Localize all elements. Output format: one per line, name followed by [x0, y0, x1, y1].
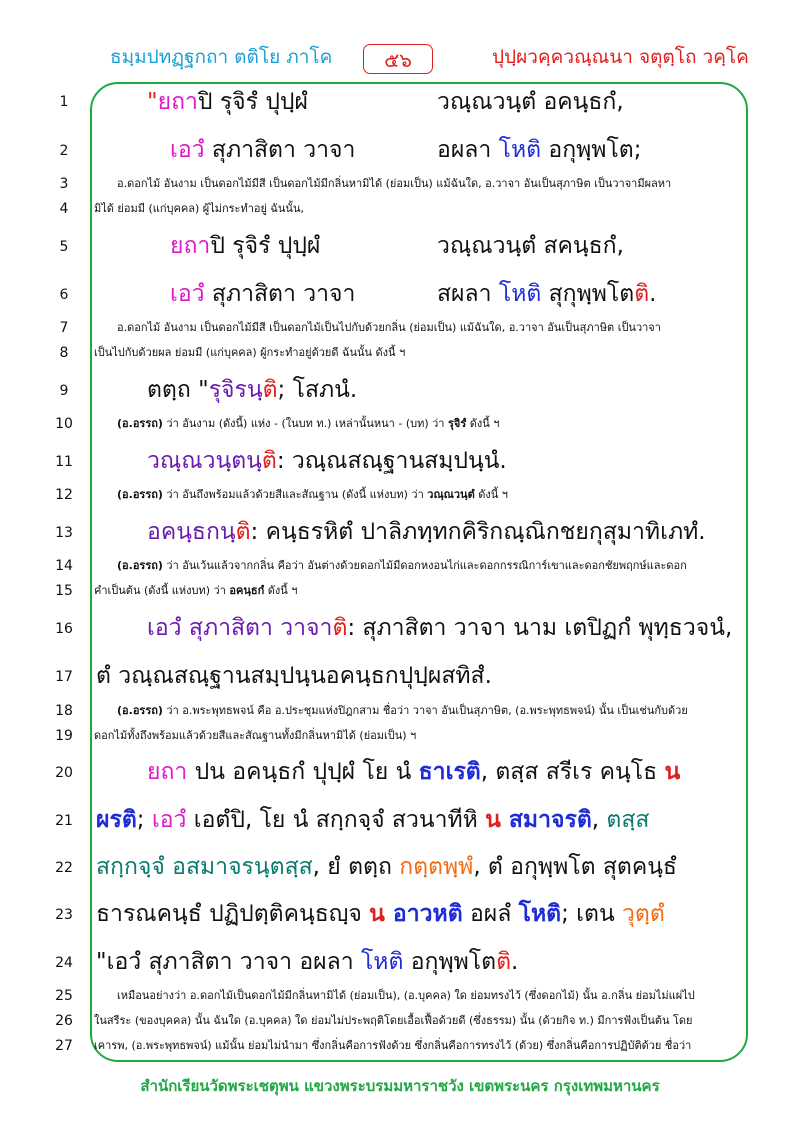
page-number: ๕๖ [363, 44, 433, 74]
translation-line-4: มิได้ ย่อมมี (แก่บุคคล) ผู้ไม่กระทำอยู่ ฉันนั้น, [94, 202, 304, 215]
line-number: 14 [55, 558, 73, 574]
line-number: 8 [59, 345, 69, 361]
line-number: 20 [55, 765, 73, 781]
line-number: 21 [55, 813, 73, 829]
line-number: 26 [55, 1013, 73, 1029]
translation-line-25: เหมือนอย่างว่า อ.ดอกไม้เป็นดอกไม้มีกลิ่นหามิได้ (ย่อมเป็น), (อ.บุคคล) ใด ย่อมทรงไว้ (ซึ่งดอกไม้) นั้น อ.กลิ่น ย่อมไม่แผ่ไป [117, 989, 695, 1002]
translation-line-12: (อ.อรรถ) ว่า อันถึงพร้อมแล้วด้วยสีและสัณฐาน (ดังนี้ แห่งบท) ว่า วณฺณวนฺตํ ดังนี้ ฯ [117, 488, 508, 501]
commentary-line-20: ยถา ปน อคนฺธกํ ปุปฺผํ โย นํ ธาเรติ, ตสฺส สรีเร คนฺโธ น [147, 759, 681, 785]
commentary-line-11: วณฺณวนฺตนฺติ: วณฺณสณฺฐานสมฺปนฺนํ. [147, 448, 507, 474]
line-number: 27 [55, 1038, 73, 1054]
translation-line-19: ดอกไม้ทั้งถึงพร้อมแล้วด้วยสีและสัณฐานทั้งมีกลิ่นหามิได้ (ย่อมเป็น) ฯ [94, 729, 417, 742]
line-number: 7 [59, 320, 69, 336]
commentary-line-16: เอวํ สุภาสิตา วาจาติ: สุภาสิตา วาจา นาม เตปิฏกํ พุทฺธวจนํ, [147, 615, 733, 641]
verse-line-5: ยถาปิ รุจิรํ ปุปฺผํ [170, 233, 321, 259]
line-number: 13 [55, 525, 73, 541]
verse-line-1b: วณฺณวนฺตํ อคนฺธกํ, [437, 89, 624, 115]
header-right-title: ปุปฺผวคฺควณฺณนา จตุตฺโถ วคฺโค [492, 46, 749, 68]
commentary-line-13: อคนฺธกนฺติ: คนฺธรหิตํ ปาลิภทฺทกคิริกณฺณิกชยกุสุมาทิเภทํ. [147, 519, 706, 545]
line-number: 2 [59, 143, 69, 159]
line-number: 18 [55, 703, 73, 719]
line-number: 6 [59, 287, 69, 303]
line-number: 16 [55, 621, 73, 637]
line-number: 22 [55, 860, 73, 876]
commentary-line-24: "เอวํ สุภาสิตา วาจา อผลา โหติ อกุพฺพโตติ. [96, 949, 519, 975]
translation-line-14: (อ.อรรถ) ว่า อันเว้นแล้วจากกลิ่น คือว่า อันต่างด้วยดอกไม้มีดอกหงอนไก่และดอกกรรณิการ์เขาและดอกชัยพฤกษ์และดอก [117, 559, 687, 572]
line-number: 4 [59, 201, 69, 217]
translation-line-18: (อ.อรรถ) ว่า อ.พระพุทธพจน์ คือ อ.ประชุมแห่งปิฎกสาม ชื่อว่า วาจา อันเป็นสุภาษิต, (อ.พระพุทธพจน์) นั้น เป็นเช่นกับด้วย [117, 704, 688, 717]
commentary-line-21: ผรติ; เอวํ เอตํปิ, โย นํ สกฺกจฺจํ สวนาทีหิ น สมาจรติ, ตสฺส [96, 807, 650, 833]
verse-line-6b: สผลา โหติ สุกุพฺพโตติ. [437, 281, 657, 307]
line-number: 24 [55, 955, 73, 971]
line-number: 12 [55, 487, 73, 503]
verse-line-1: "ยถาปิ รุจิรํ ปุปฺผํ [147, 89, 309, 115]
translation-line-26: ในสรีระ (ของบุคคล) นั้น ฉันใด (อ.บุคคล) ใด ย่อมไม่ประพฤติโดยเอื้อเฟื้อด้วยดี (ซึ่งธรรม) นั้น (ด้วยกิจ ท.) มีการฟังเป็นต้น โดย [94, 1014, 693, 1027]
translation-line-15: คำเป็นต้น (ดังนี้ แห่งบท) ว่า อคนฺธกํ ดังนี้ ฯ [94, 584, 298, 597]
verse-line-2: เอวํ สุภาสิตา วาจา [170, 137, 356, 163]
verse-line-6: เอวํ สุภาสิตา วาจา [170, 281, 356, 307]
line-number: 25 [55, 988, 73, 1004]
line-number: 23 [55, 907, 73, 923]
commentary-line-23: ธารณคนฺธํ ปฏิปตฺติคนฺธญฺจ น อาวหติ อผลํ โหติ; เตน วุตฺตํ [96, 901, 665, 927]
commentary-line-9: ตตฺถ "รุจิรนฺติ; โสภนํ. [147, 377, 358, 403]
translation-line-10: (อ.อรรถ) ว่า อันงาม (ดังนี้) แห่ง - (ในบท ท.) เหล่านั้นหนา - (บท) ว่า รุจิรํ ดังนี้ ฯ [117, 417, 500, 430]
line-number: 15 [55, 583, 73, 599]
header-left-title: ธมฺมปทฏฺฐกถา ตติโย ภาโค [110, 46, 333, 68]
translation-line-3: อ.ดอกไม้ อันงาม เป็นดอกไม้มีสี เป็นดอกไม้มีกลิ่นหามิได้ (ย่อมเป็น) แม้ฉันใด, อ.วาจา อันเป็นสุภาษิต เป็นวาจามีผลหา [117, 177, 672, 190]
commentary-line-22: สกฺกจฺจํ อสมาจรนฺตสฺส, ยํ ตตฺถ กตฺตพฺพํ, ตํ อกุพฺพโต สุตคนฺธํ [96, 854, 677, 880]
verse-line-2b: อผลา โหติ อกุพฺพโต; [437, 137, 642, 163]
line-number: 5 [59, 239, 69, 255]
line-number: 3 [59, 176, 69, 192]
line-number: 10 [55, 416, 73, 432]
verse-line-5b: วณฺณวนฺตํ สคนฺธกํ, [437, 233, 624, 259]
line-number: 17 [55, 669, 73, 685]
translation-line-27: เคารพ, (อ.พระพุทธพจน์) แม้นั้น ย่อมไม่นำมา ซึ่งกลิ่นคือการฟังด้วย ซึ่งกลิ่นคือการทรงไว้ (ด้วย) ซึ่งกลิ่นคือการปฏิบัติด้วย ชื่อว่า [94, 1039, 692, 1052]
line-number: 19 [55, 728, 73, 744]
translation-line-7: อ.ดอกไม้ อันงาม เป็นดอกไม้มีสี เป็นดอกไม้เป็นไปกับด้วยกลิ่น (ย่อมเป็น) แม้ฉันใด, อ.วาจา อันเป็นสุภาษิต เป็นวาจา [117, 321, 661, 334]
line-number: 11 [55, 454, 73, 470]
commentary-line-17: ตํ วณฺณสณฺฐานสมฺปนฺนอคนฺธกปุปฺผสทิสํ. [96, 663, 492, 689]
translation-line-8: เป็นไปกับด้วยผล ย่อมมี (แก่บุคคล) ผู้กระทำอยู่ด้วยดี ฉันนั้น ดังนี้ ฯ [94, 346, 406, 359]
footer: สำนักเรียนวัดพระเชตุพน แขวงพระบรมมหาราชวัง เขตพระนคร กรุงเทพมหานคร [140, 1077, 660, 1095]
line-number: 9 [59, 383, 69, 399]
line-number: 1 [59, 94, 69, 110]
